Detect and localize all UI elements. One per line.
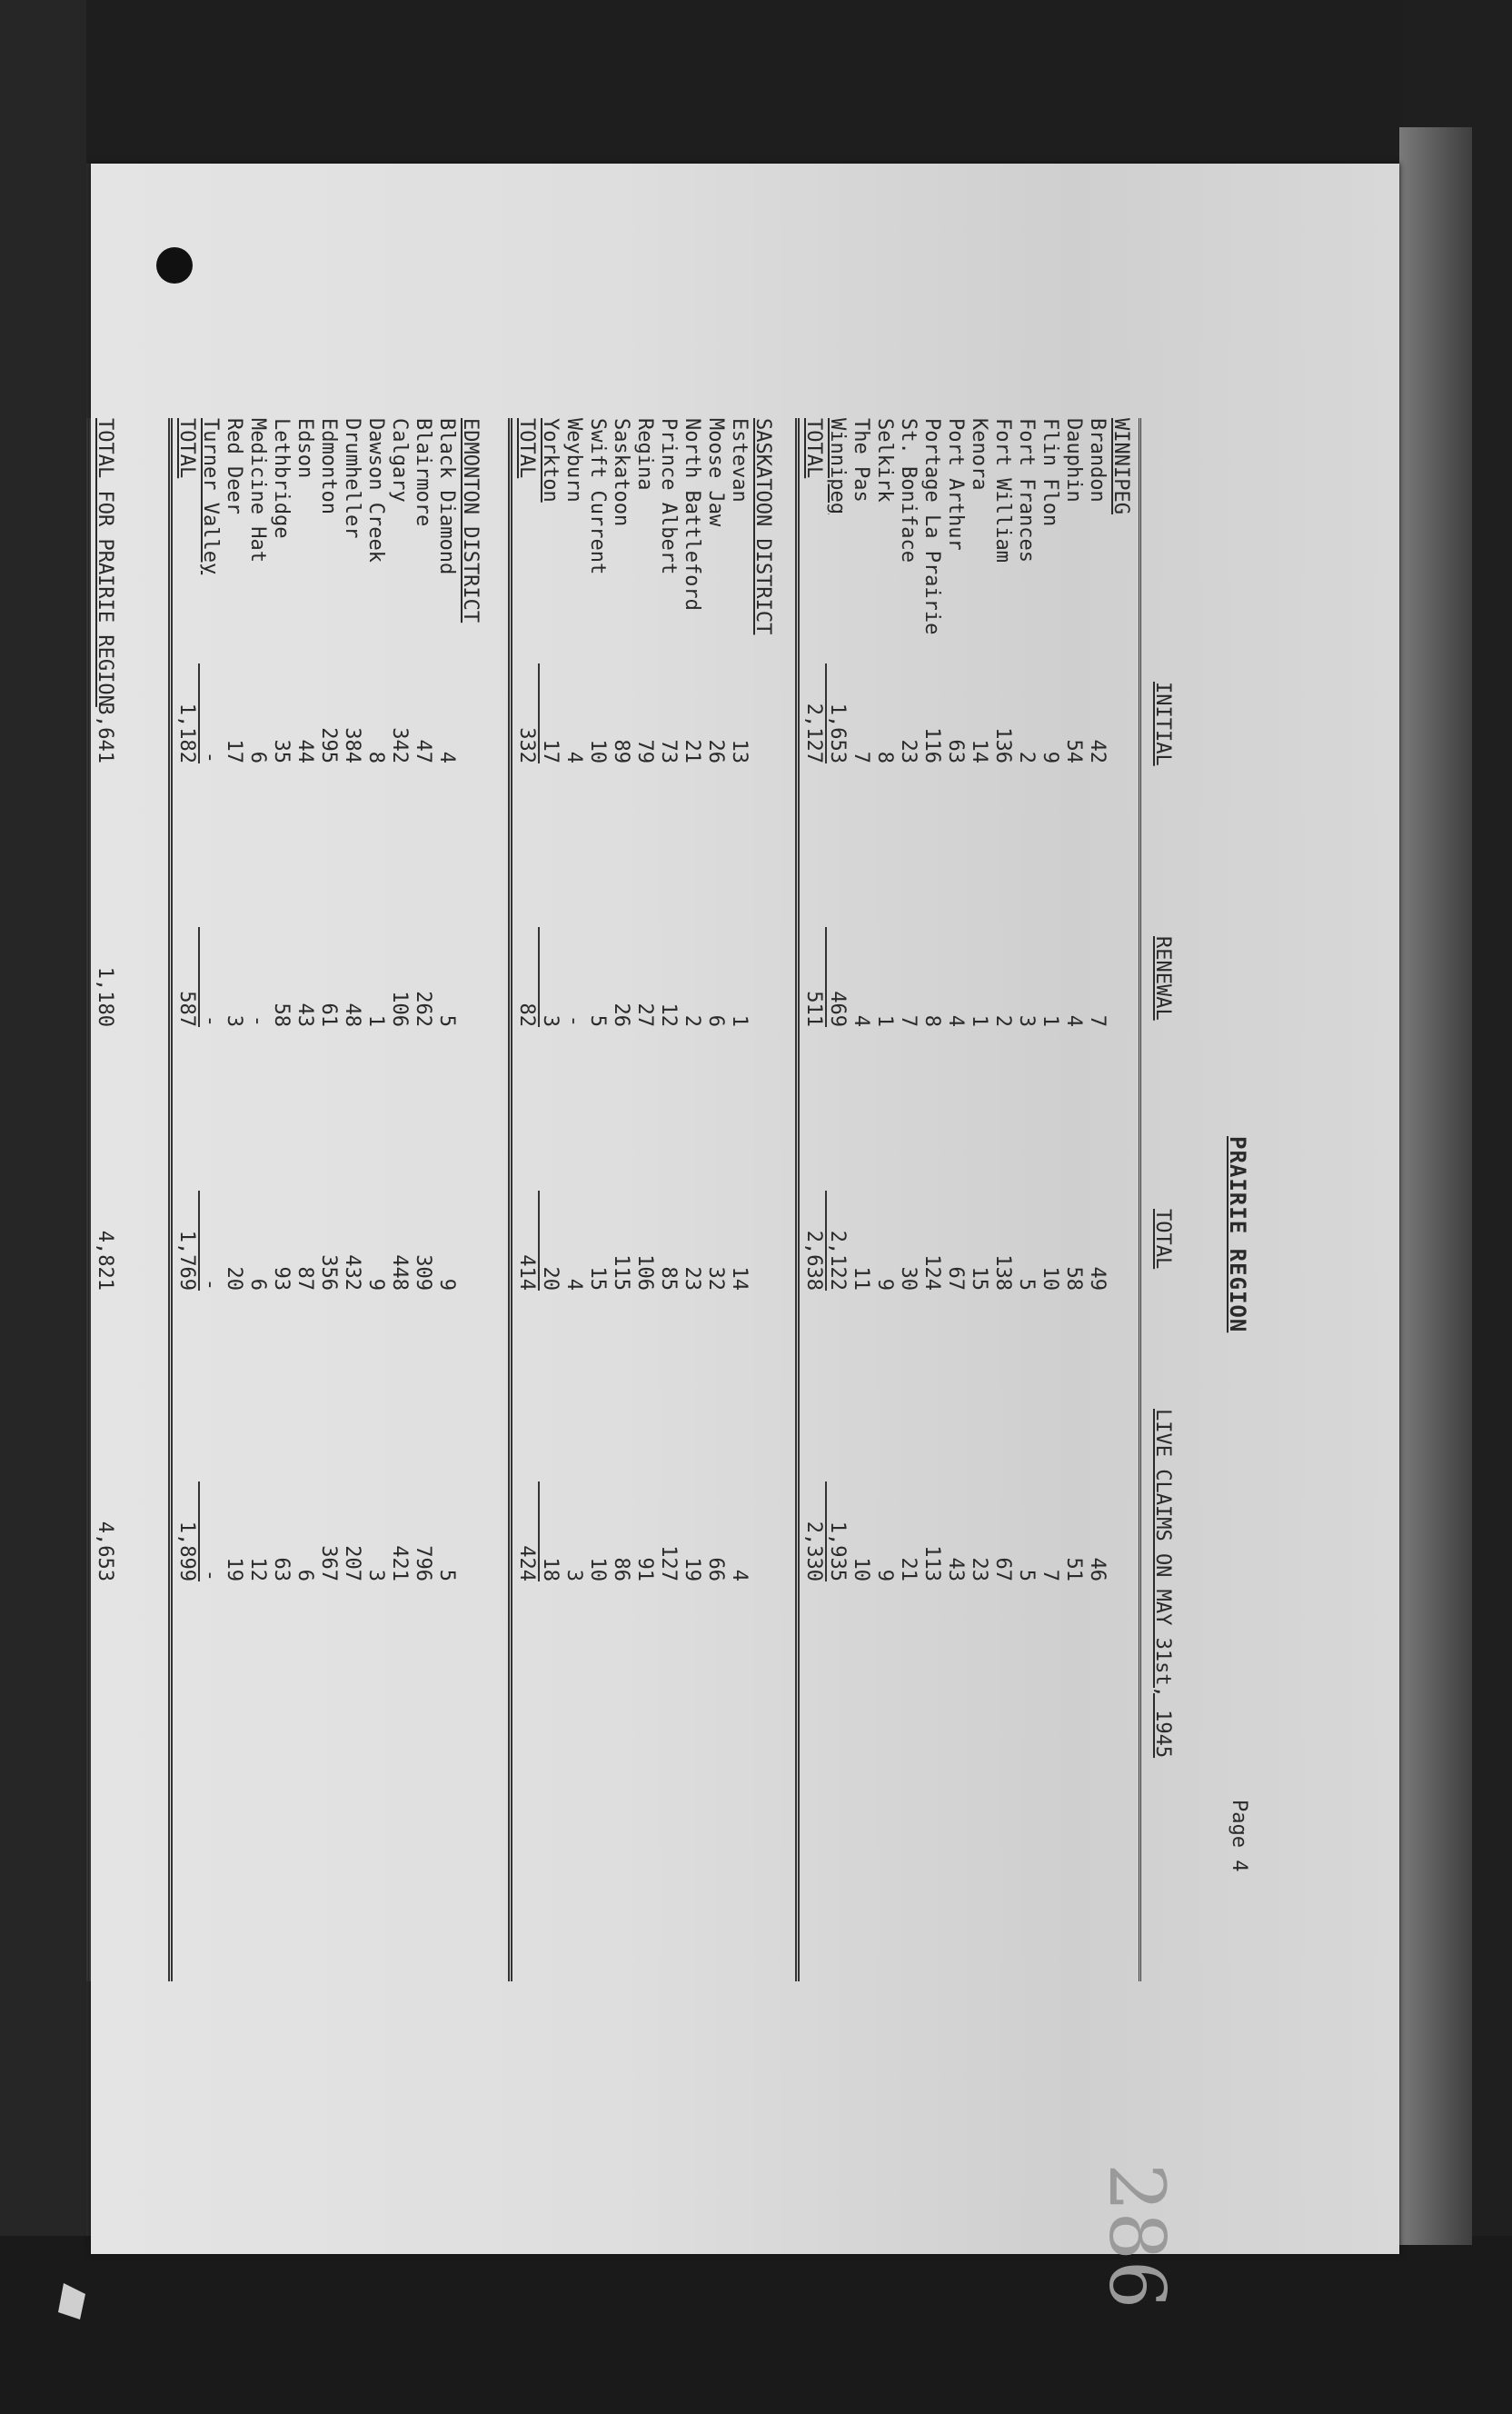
saskatoon-subtotal-rule-c4 [538,1481,540,1581]
edmonton-row-initial: 8 [364,751,387,763]
winnipeg-row [849,418,872,1981]
winnipeg-row-renewal: 8 [920,1014,943,1027]
winnipeg-row-total: 138 [991,1254,1014,1291]
winnipeg-total-row [801,418,825,1981]
saskatoon-row-initial: 89 [610,739,632,763]
winnipeg-row-renewal: 1 [1039,1014,1061,1027]
saskatoon-row-total: 115 [610,1254,632,1291]
claims-table [91,382,1254,2036]
edmonton-row-initial: 47 [412,739,434,763]
saskatoon-row-renewal: 6 [704,1014,727,1027]
saskatoon-row-total: 14 [728,1266,751,1291]
edmonton-row-live: 367 [317,1545,340,1581]
winnipeg-row-name: Brandon [1086,418,1109,503]
edmonton-row-renewal: 106 [388,991,411,1027]
winnipeg-row-name: St. Boniface [897,418,920,563]
saskatoon-row-live: 91 [633,1557,656,1581]
grand-total-row-renewal: 1,180 [94,966,116,1027]
edmonton-row [245,418,269,1981]
saskatoon-row-live: 86 [610,1557,632,1581]
edmonton-row-name: Blairmore [412,418,434,527]
saskatoon-row-total: 85 [657,1266,680,1291]
winnipeg-row-total: 30 [897,1266,920,1291]
edmonton-row [411,418,434,1981]
saskatoon-row-name: Prince Albert [657,418,680,575]
saskatoon-row-live: 18 [539,1557,562,1581]
edmonton-row-total: 9 [435,1278,458,1291]
saskatoon-row-total: 23 [681,1266,703,1291]
edmonton-row-renewal: - [246,1014,269,1027]
winnipeg-row-total: 15 [968,1266,990,1291]
edmonton-row-initial: 295 [317,727,340,763]
edmonton-total-row [174,418,198,1981]
edmonton-heading-text: EDMONTON DISTRICT [459,418,482,623]
grand-total-row-live: 4,653 [94,1521,116,1581]
edmonton-row-live: 19 [223,1557,245,1581]
winnipeg-row [990,418,1014,1981]
winnipeg-row [1061,418,1085,1981]
edmonton-row-name: Turner Valley [199,418,222,575]
edmonton-row-renewal: 58 [270,1003,293,1027]
header-initial: INITIAL [1151,682,1174,766]
winnipeg-row-renewal: 2 [991,1014,1014,1027]
saskatoon-row-initial: 4 [562,751,585,763]
edmonton-row [340,418,363,1981]
saskatoon-row-initial: 26 [704,739,727,763]
saskatoon-subtotal-rule-c1 [538,663,540,763]
saskatoon-row-live: 66 [704,1557,727,1581]
saskatoon-row-total: 15 [586,1266,609,1291]
header-renewal: RENEWAL [1151,936,1174,1021]
winnipeg-row-renewal: 469 [826,991,849,1027]
edmonton-total-row-renewal: 587 [175,991,198,1027]
edmonton-row-renewal: 43 [293,1003,316,1027]
saskatoon-row [656,418,680,1981]
winnipeg-section-rule [795,418,800,1981]
scan-top-border [0,0,1512,164]
winnipeg-row-live: 7 [1039,1569,1061,1581]
edmonton-row-initial: 35 [270,739,293,763]
edmonton-row-total: 20 [223,1266,245,1291]
edmonton-row-name: Medicine Hat [246,418,269,563]
edmonton-row-initial: 44 [293,739,316,763]
saskatoon-row-name: Yorkton [539,418,562,503]
winnipeg-row [825,418,849,1981]
winnipeg-row [967,418,990,1981]
winnipeg-row-renewal: 3 [1015,1014,1038,1027]
saskatoon-subtotal-rule-c3 [538,1191,540,1291]
grand-total-rule [86,418,91,1981]
winnipeg-subtotal-rule-c1 [825,663,827,763]
winnipeg-subtotal-rule-c4 [825,1481,827,1581]
saskatoon-row-name: Saskatoon [610,418,632,527]
edmonton-subtotal-rule-c1 [198,663,200,763]
handwritten-number: 286 [1092,2163,1181,2309]
saskatoon-row-live: 127 [657,1545,680,1581]
winnipeg-row [920,418,943,1981]
edmonton-row-initial: 4 [435,751,458,763]
saskatoon-row [632,418,656,1981]
edmonton-row-name: Drumheller [341,418,363,539]
winnipeg-row-total: 10 [1039,1266,1061,1291]
winnipeg-total-row-total: 2,638 [802,1230,825,1291]
edmonton-row-name: Edmonton [317,418,340,514]
winnipeg-row-total: 67 [944,1266,967,1291]
edmonton-row-total: 432 [341,1254,363,1291]
edmonton-row-initial: 342 [388,727,411,763]
winnipeg-row-initial: 1,653 [826,703,849,763]
saskatoon-row-name: Swift Current [586,418,609,575]
edmonton-subtotal-rule-c2 [198,927,200,1027]
saskatoon-row-initial: 17 [539,739,562,763]
winnipeg-row [1014,418,1038,1981]
saskatoon-row-initial: 73 [657,739,680,763]
header-rule [1139,418,1141,1981]
edmonton-row-total: 448 [388,1254,411,1291]
edmonton-total-row-total: 1,769 [175,1230,198,1291]
saskatoon-subtotal-rule-c2 [538,927,540,1027]
scan-bottom-border [0,2236,1512,2414]
edmonton-row-live: 3 [364,1569,387,1581]
edmonton-row-name: Edson [293,418,316,479]
saskatoon-row [703,418,727,1981]
saskatoon-heading [751,418,774,1981]
edmonton-row-name: Lethbridge [270,418,293,539]
saskatoon-row-total: 32 [704,1266,727,1291]
winnipeg-row [1085,418,1109,1981]
saskatoon-section-rule [508,418,512,1981]
edmonton-row-total: 93 [270,1266,293,1291]
winnipeg-total-row-name: TOTAL [802,418,825,479]
edmonton-row-name: Black Diamond [435,418,458,575]
edmonton-row-live: 207 [341,1545,363,1581]
edmonton-row-live: - [199,1569,222,1581]
edmonton-row-renewal: 61 [317,1003,340,1027]
saskatoon-row-initial: 10 [586,739,609,763]
winnipeg-row-name: The Pas [850,418,872,503]
edmonton-row-total: - [199,1278,222,1291]
winnipeg-row-total: 11 [850,1266,872,1291]
winnipeg-row-initial: 136 [991,727,1014,763]
saskatoon-row-renewal: - [562,1014,585,1027]
winnipeg-row [943,418,967,1981]
edmonton-row-live: 5 [435,1569,458,1581]
saskatoon-row-initial: 13 [728,739,751,763]
saskatoon-row-renewal: 2 [681,1014,703,1027]
edmonton-row-live: 6 [293,1569,316,1581]
winnipeg-row-total: 49 [1086,1266,1109,1291]
edmonton-row-total: 309 [412,1254,434,1291]
winnipeg-row-total: 58 [1062,1266,1085,1291]
page-edge-shadow [1399,127,1472,2245]
winnipeg-row-initial: 14 [968,739,990,763]
edmonton-row-renewal: 262 [412,991,434,1027]
winnipeg-row-name: Fort William [991,418,1014,563]
saskatoon-row-renewal: 12 [657,1003,680,1027]
winnipeg-row-initial: 54 [1062,739,1085,763]
edmonton-section-rule [168,418,173,1981]
winnipeg-row-name: Fort Frances [1015,418,1038,563]
saskatoon-total-row-live: 424 [515,1545,538,1581]
winnipeg-row-name: Selkirk [873,418,896,503]
saskatoon-row [680,418,703,1981]
winnipeg-row-initial: 42 [1086,739,1109,763]
edmonton-row-live: 63 [270,1557,293,1581]
edmonton-total-row-name: TOTAL [175,418,198,479]
page-title: PRAIRIE REGION [1225,1136,1250,1333]
edmonton-row-initial: 6 [246,751,269,763]
winnipeg-row-live: 46 [1086,1557,1109,1581]
edmonton-row [222,418,245,1981]
winnipeg-row-live: 9 [873,1569,896,1581]
saskatoon-row-live: 4 [728,1569,751,1581]
winnipeg-row-initial: 116 [920,727,943,763]
winnipeg-row-live: 1,935 [826,1521,849,1581]
saskatoon-row-renewal: 3 [539,1014,562,1027]
edmonton-row-name: Dawson Creek [364,418,387,563]
edmonton-heading [458,418,482,1981]
edmonton-row-renewal: 3 [223,1014,245,1027]
winnipeg-row [896,418,920,1981]
grand-total-row-total: 4,821 [94,1230,116,1291]
saskatoon-row-total: 4 [562,1278,585,1291]
edmonton-row-live: 12 [246,1557,269,1581]
winnipeg-row-live: 51 [1062,1557,1085,1581]
scan-left-border [0,0,86,2414]
header-total: TOTAL [1151,1209,1174,1270]
saskatoon-total-row [514,418,538,1981]
winnipeg-row-renewal: 7 [897,1014,920,1027]
winnipeg-row-initial: 23 [897,739,920,763]
edmonton-row-initial: - [199,751,222,763]
saskatoon-row-live: 19 [681,1557,703,1581]
winnipeg-row-live: 67 [991,1557,1014,1581]
winnipeg-row-name: Portage La Prairie [920,418,943,635]
edmonton-row-renewal: - [199,1014,222,1027]
winnipeg-row-initial: 7 [850,751,872,763]
winnipeg-heading [1109,418,1132,1981]
grand-total-row-initial: 3,641 [94,703,116,763]
edmonton-row-live: 421 [388,1545,411,1581]
winnipeg-row-renewal: 1 [873,1014,896,1027]
saskatoon-heading-text: SASKATOON DISTRICT [751,418,774,635]
edmonton-row-total: 87 [293,1266,316,1291]
winnipeg-row-live: 43 [944,1557,967,1581]
winnipeg-row [1038,418,1061,1981]
winnipeg-row-initial: 2 [1015,751,1038,763]
edmonton-total-row-initial: 1,182 [175,703,198,763]
winnipeg-row-renewal: 4 [944,1014,967,1027]
winnipeg-row-initial: 8 [873,751,896,763]
saskatoon-row-total: 106 [633,1254,656,1291]
saskatoon-row [609,418,632,1981]
winnipeg-row-name: Winnipeg [826,418,849,514]
saskatoon-row [538,418,562,1981]
edmonton-row-name: Calgary [388,418,411,503]
edmonton-row-renewal: 5 [435,1014,458,1027]
winnipeg-row-renewal: 7 [1086,1014,1109,1027]
winnipeg-row [872,418,896,1981]
winnipeg-row-name: Port Arthur [944,418,967,551]
edmonton-row-live: 796 [412,1545,434,1581]
winnipeg-total-row-initial: 2,127 [802,703,825,763]
winnipeg-subtotal-rule-c3 [825,1191,827,1291]
edmonton-row-total: 6 [246,1278,269,1291]
saskatoon-row-name: Estevan [728,418,751,503]
winnipeg-row-initial: 63 [944,739,967,763]
winnipeg-row-total: 2,122 [826,1230,849,1291]
winnipeg-row-name: Flin Flon [1039,418,1061,527]
saskatoon-row [585,418,609,1981]
grand-total-row [93,418,116,1981]
saskatoon-row-name: Moose Jaw [704,418,727,527]
edmonton-row [363,418,387,1981]
winnipeg-row-name: Kenora [968,418,990,491]
winnipeg-row-live: 5 [1015,1569,1038,1581]
saskatoon-row [727,418,751,1981]
edmonton-row-initial: 17 [223,739,245,763]
saskatoon-row-live: 10 [586,1557,609,1581]
winnipeg-row-renewal: 4 [1062,1014,1085,1027]
saskatoon-row-initial: 79 [633,739,656,763]
winnipeg-total-row-renewal: 511 [802,991,825,1027]
saskatoon-row-total: 20 [539,1266,562,1291]
edmonton-row-renewal: 48 [341,1003,363,1027]
edmonton-row-total: 356 [317,1254,340,1291]
edmonton-subtotal-rule-c4 [198,1481,200,1581]
edmonton-row [316,418,340,1981]
edmonton-row [293,418,316,1981]
edmonton-row [434,418,458,1981]
saskatoon-row-initial: 21 [681,739,703,763]
winnipeg-row-total: 9 [873,1278,896,1291]
winnipeg-subtotal-rule-c2 [825,927,827,1027]
winnipeg-row-live: 23 [968,1557,990,1581]
saskatoon-row-name: North Battleford [681,418,703,611]
edmonton-row-total: 9 [364,1278,387,1291]
saskatoon-row-renewal: 1 [728,1014,751,1027]
edmonton-row-renewal: 1 [364,1014,387,1027]
winnipeg-row-initial: 9 [1039,751,1061,763]
saskatoon-row-renewal: 26 [610,1003,632,1027]
winnipeg-row-name: Dauphin [1062,418,1085,503]
winnipeg-row-renewal: 1 [968,1014,990,1027]
header-live-claims: LIVE CLAIMS ON MAY 31st, 1945 [1151,1409,1174,1759]
edmonton-subtotal-rule-c3 [198,1191,200,1291]
saskatoon-total-row-name: TOTAL [515,418,538,479]
winnipeg-row-renewal: 4 [850,1014,872,1027]
edmonton-row-name: Red Deer [223,418,245,514]
saskatoon-row-renewal: 5 [586,1014,609,1027]
saskatoon-total-row-total: 414 [515,1254,538,1291]
edmonton-total-row-live: 1,899 [175,1521,198,1581]
winnipeg-total-row-live: 2,330 [802,1521,825,1581]
saskatoon-row-name: Weyburn [562,418,585,503]
saskatoon-row-name: Regina [633,418,656,491]
winnipeg-row-live: 113 [920,1545,943,1581]
edmonton-row [198,418,222,1981]
grand-total-row-name: TOTAL FOR PRAIRIE REGION [94,418,116,707]
punch-hole [156,247,193,284]
saskatoon-row [562,418,585,1981]
page-number: Page 4 [1228,1800,1250,1872]
edmonton-row-initial: 384 [341,727,363,763]
saskatoon-row-live: 3 [562,1569,585,1581]
edmonton-row [387,418,411,1981]
saskatoon-total-row-renewal: 82 [515,1003,538,1027]
winnipeg-row-total: 5 [1015,1278,1038,1291]
winnipeg-row-total: 124 [920,1254,943,1291]
winnipeg-row-live: 10 [850,1557,872,1581]
saskatoon-total-row-initial: 332 [515,727,538,763]
edmonton-row [269,418,293,1981]
winnipeg-heading-text: WINNIPEG [1109,418,1132,514]
saskatoon-row-renewal: 27 [633,1003,656,1027]
winnipeg-row-live: 21 [897,1557,920,1581]
